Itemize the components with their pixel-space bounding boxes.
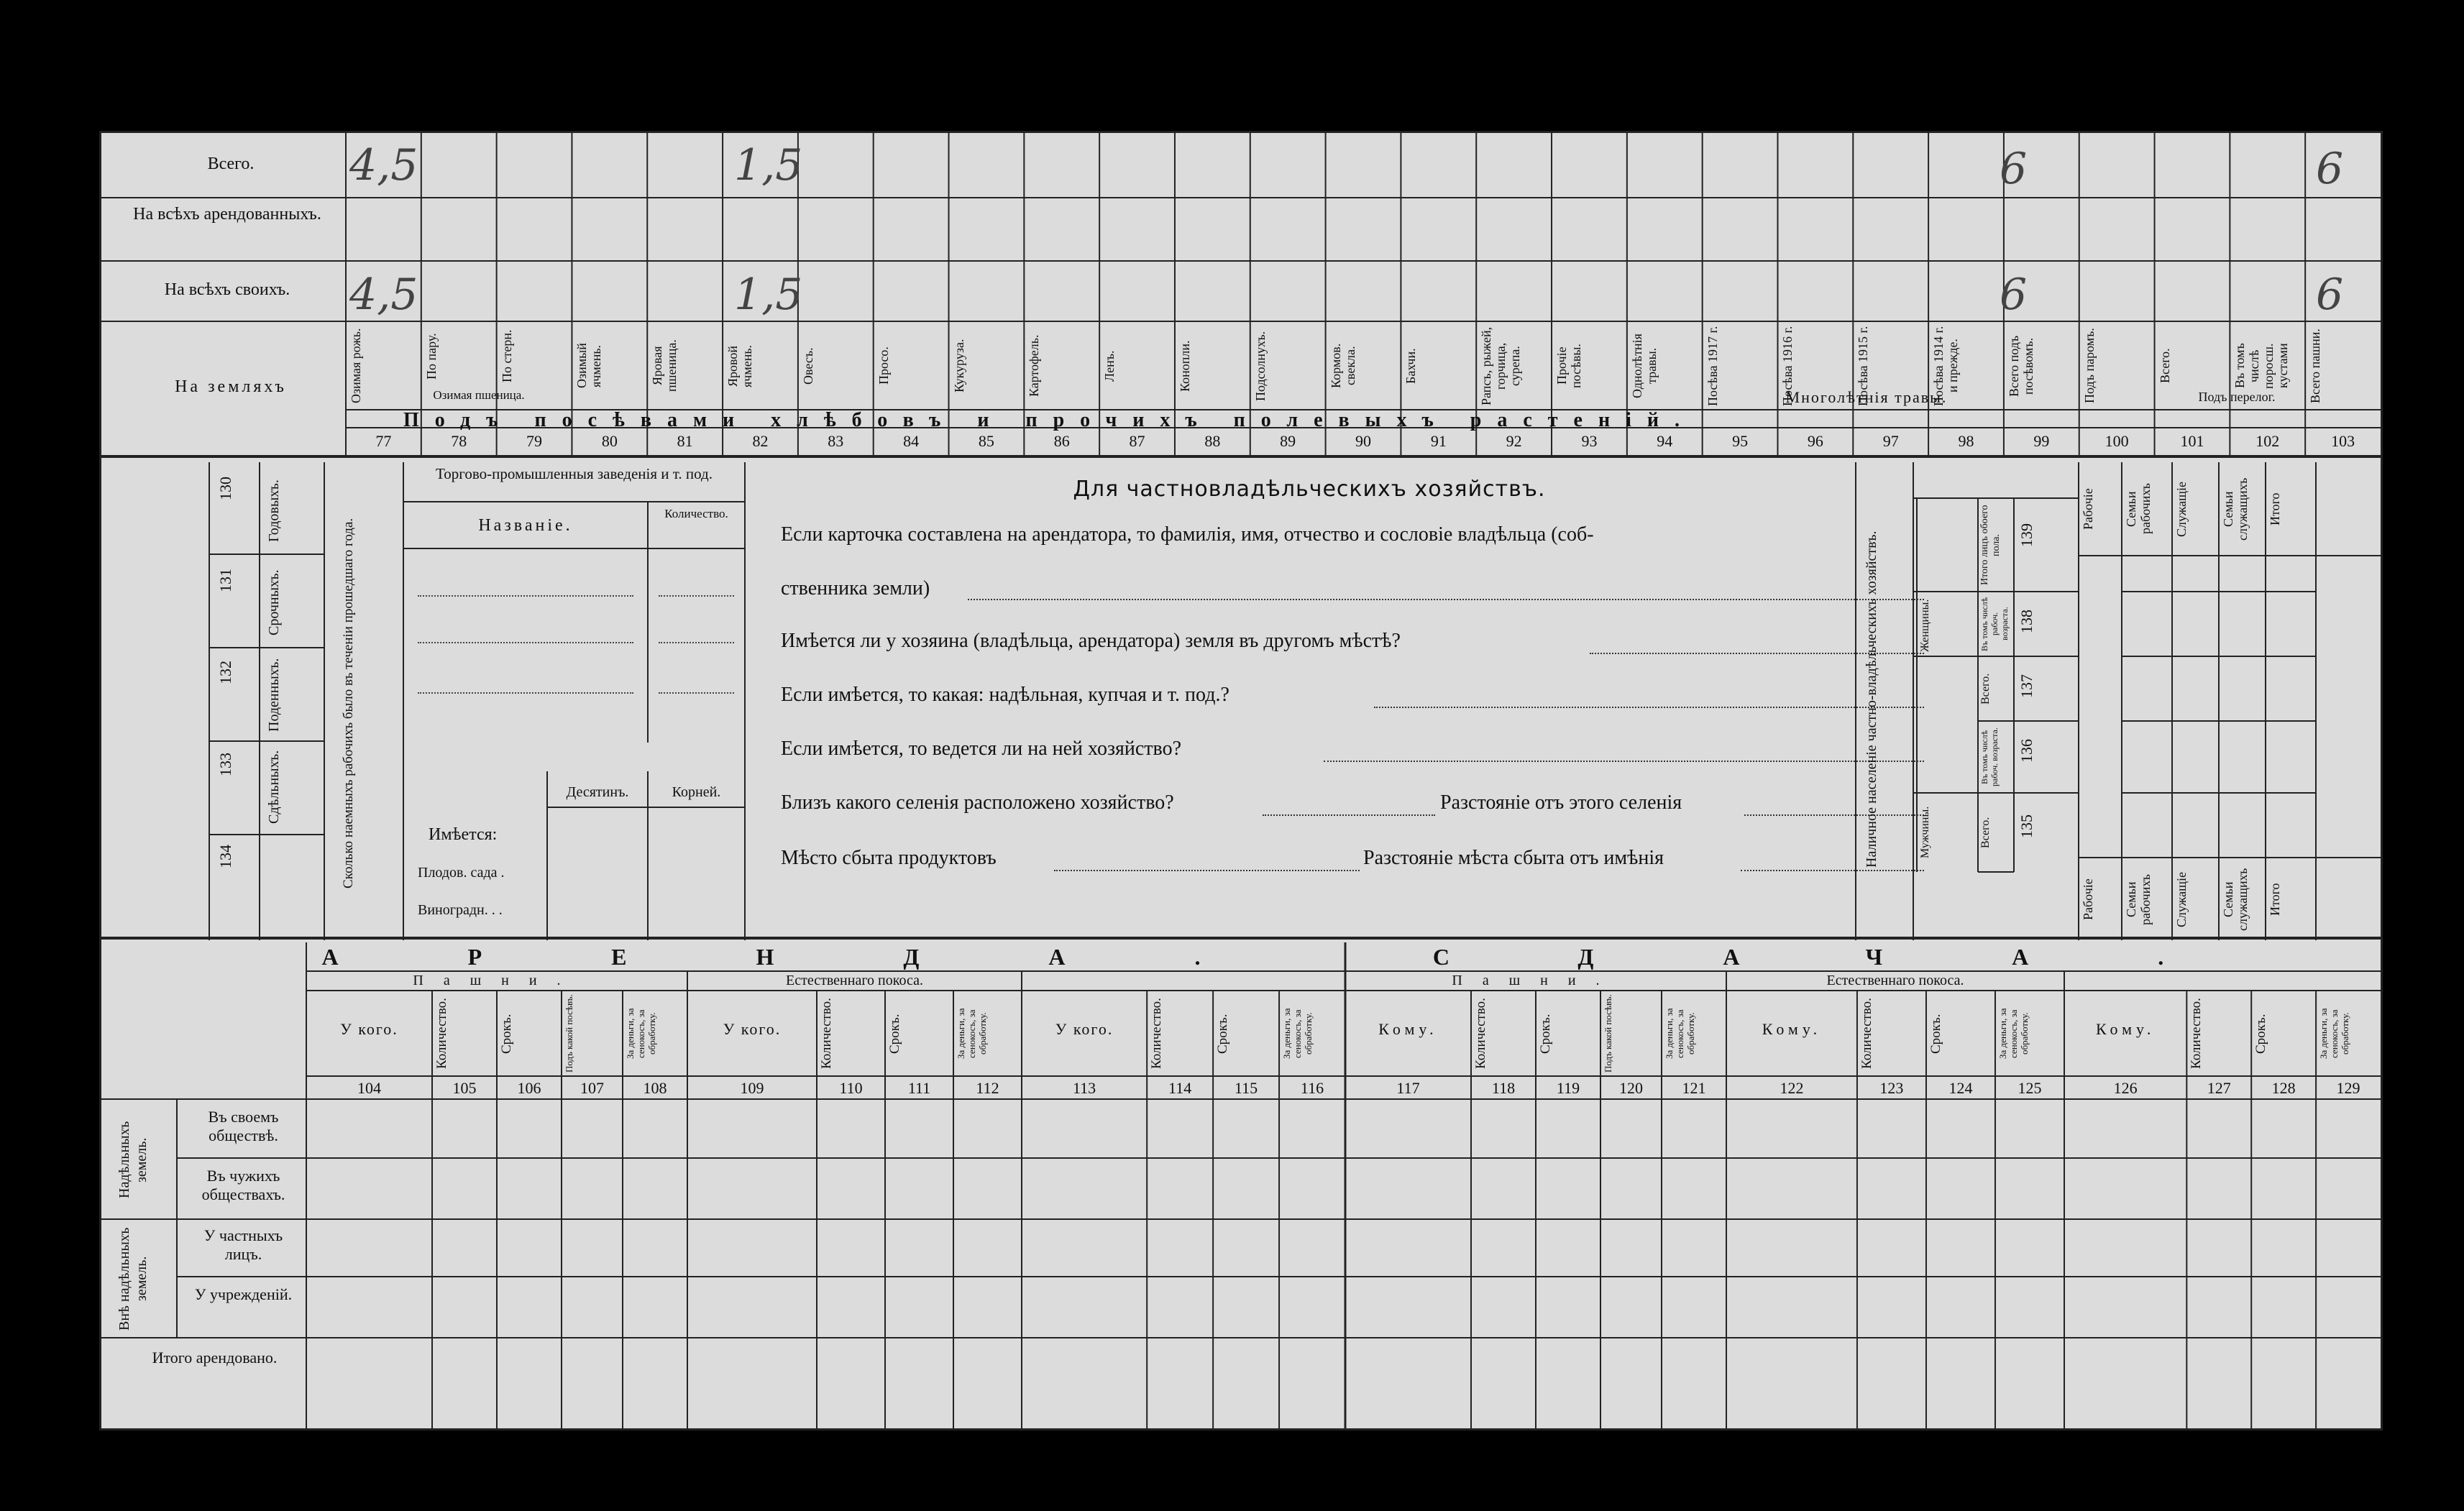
desyatin-header: Десятинъ. — [566, 784, 629, 800]
vinograd-label: Виноградн. . . — [418, 902, 503, 918]
staff-col-header: Семьи рабочихъ — [2124, 483, 2153, 535]
crop-col-header: Кукуруза. — [951, 339, 966, 393]
crop-col-header: Овесъ. — [800, 347, 815, 385]
crop-col-header: Конопли. — [1177, 340, 1192, 392]
handwritten-value: 6 — [2000, 144, 2028, 194]
handwritten-value: 6 — [2316, 270, 2344, 320]
question-6b: Разстояніе мѣста сбыта отъ имѣнія — [1363, 847, 1664, 869]
crop-col-num: 93 — [1581, 432, 1598, 450]
crop-col-num: 82 — [752, 432, 769, 450]
staff-col-header: Итого — [2268, 492, 2282, 525]
crop-col-num: 97 — [1882, 432, 1899, 450]
staff-col-header: Семьи служащихъ — [2221, 477, 2250, 541]
arenda-col-num: 113 — [1073, 1079, 1096, 1097]
crop-col-header: Однолѣтнія травы. — [1629, 334, 1659, 398]
worker-col-label: Сдѣльныхъ. — [266, 750, 282, 824]
torg-qty-header: Количество. — [664, 507, 728, 520]
arenda-col-header: Кому. — [2095, 1020, 2156, 1038]
dotline — [659, 595, 734, 597]
row-label: Въ своемъ обществѣ. — [208, 1108, 279, 1144]
answer-line[interactable] — [1324, 761, 1924, 762]
arenda-col-header: Кому. — [1762, 1020, 1822, 1038]
row-label: У учрежденій. — [194, 1285, 293, 1303]
handwritten-value: 1,5 — [734, 270, 803, 320]
handwritten-value: 6 — [2000, 270, 2028, 320]
row-label: Въ чужихъ обществахъ. — [201, 1167, 285, 1203]
arenda-col-header: Количество. — [2189, 998, 2204, 1070]
crop-col-num: 84 — [903, 432, 920, 450]
row-label: У частныхъ лицъ. — [203, 1226, 283, 1263]
arenda-col-num: 111 — [907, 1079, 931, 1097]
row-label-vsego: Всего. — [207, 155, 255, 173]
worker-col-label: Срочныхъ. — [266, 569, 282, 636]
crop-col-header: Всего. — [2157, 348, 2172, 384]
crop-table-section — [101, 133, 2381, 460]
dotline — [659, 642, 734, 643]
worker-col-num: 133 — [216, 753, 234, 776]
sad-label: Плодов. сада . — [418, 865, 505, 881]
arenda-col-num: 112 — [976, 1079, 999, 1097]
arenda-col-header: Количество. — [1859, 998, 1874, 1070]
dotline — [659, 692, 734, 694]
sdacha-title: СДАЧА. — [1432, 944, 2294, 970]
dotline — [418, 595, 633, 597]
row-label-na-zemlyakh: На земляхъ — [175, 377, 287, 396]
arenda-col-num: 108 — [643, 1079, 667, 1097]
worker-col-num: 132 — [216, 661, 234, 684]
handwritten-value: 1,5 — [734, 140, 803, 190]
census-card — [99, 131, 2383, 1430]
question-4: Если имѣется, то ведется ли на ней хозяйство? — [781, 738, 1181, 760]
arenda-col-header: У кого. — [723, 1020, 782, 1038]
arenda-col-header: За деньги, за сенокосъ, за обработку. — [625, 1008, 657, 1060]
answer-line[interactable] — [1374, 707, 1924, 708]
vne-nadelnyh-label: Внѣ надѣльныхъ земель. — [116, 1227, 150, 1331]
mnogoletnie-label: Многолѣтнія травы. — [1785, 388, 1948, 406]
form-title: Для частновладѣльческихъ хозяйствъ. — [1073, 477, 1546, 502]
torg-name-header: Названіе. — [478, 516, 573, 535]
question-5a: Близъ какого селенія расположено хозяйство? — [781, 791, 1174, 814]
crop-col-num: 90 — [1355, 432, 1371, 450]
col-num: 137 — [2018, 674, 2035, 698]
arenda-col-num: 127 — [2207, 1079, 2231, 1097]
arenda-col-header: Кому. — [1378, 1020, 1438, 1038]
arenda-sdacha-section — [101, 942, 2381, 1428]
v-tom-chisle-label: Въ томъ числѣ рабоч. возраста. — [1979, 597, 2010, 651]
col-num: 136 — [2018, 739, 2035, 763]
arenda-col-num: 118 — [1491, 1079, 1516, 1097]
arenda-col-num: 119 — [1556, 1079, 1580, 1097]
arenda-col-num: 129 — [2336, 1079, 2360, 1097]
middle-section — [101, 462, 2381, 940]
crop-col-header: Прочіе посѣвы. — [1554, 344, 1584, 388]
handwritten-value: 6 — [2316, 144, 2344, 194]
worker-col-num: 130 — [216, 477, 234, 500]
arenda-col-header: Срокъ. — [2253, 1014, 2269, 1054]
crop-col-header: Подсолнухъ. — [1252, 331, 1268, 401]
arenda-col-header: У кого. — [1055, 1020, 1114, 1038]
pashni-subheader: Пашни. — [413, 973, 581, 988]
crop-col-num: 92 — [1506, 432, 1522, 450]
crop-col-header: Яровой ячмень. — [725, 344, 755, 387]
handwritten-value: 4,5 — [349, 140, 418, 190]
nadelnyh-label: Надѣльныхъ земель. — [116, 1121, 150, 1199]
crop-col-header: Бахчи. — [1403, 348, 1419, 384]
itogo-obeih-label: Итого лицъ обоего пола. — [1979, 505, 2002, 585]
arenda-col-num: 123 — [1879, 1079, 1904, 1097]
question-5b: Разстояніе отъ этого селенія — [1440, 791, 1682, 814]
itogo-arendovano-label: Итого арендовано. — [152, 1349, 278, 1367]
crop-col-num: 87 — [1129, 432, 1145, 450]
arenda-col-num: 105 — [452, 1079, 477, 1097]
crop-col-num: 85 — [978, 432, 994, 450]
arenda-col-num: 125 — [2018, 1079, 2042, 1097]
arenda-col-header: Количество. — [1149, 998, 1165, 1070]
banner-pod-posevami: Подъ посѣвами хлѣбовъ и прочихъ полевыхъ растеній. — [403, 409, 1696, 431]
arenda-col-num: 104 — [357, 1079, 381, 1097]
nalichnoe-label: Наличное населеніе частно-владѣльческихъ хозяйствъ. — [1864, 531, 1879, 868]
worker-col-num: 134 — [216, 845, 234, 868]
arenda-col-num: 120 — [1619, 1079, 1643, 1097]
crop-col-num: 79 — [526, 432, 543, 450]
crop-col-header: По пару. — [423, 333, 439, 380]
arenda-col-num: 114 — [1168, 1079, 1192, 1097]
arenda-col-num: 128 — [2271, 1079, 2296, 1097]
crop-col-num: 98 — [1958, 432, 1974, 450]
arenda-col-header: За деньги, за сенокосъ, за обработку. — [1997, 1008, 2030, 1060]
crop-col-header: Посѣва 1916 г. — [1780, 326, 1795, 406]
dotline — [418, 692, 633, 694]
arenda-col-num: 122 — [1780, 1079, 1804, 1097]
crop-col-num: 95 — [1732, 432, 1749, 450]
crop-col-header: Картофель. — [1027, 334, 1042, 398]
crop-col-header: Кормов. свекла. — [1328, 343, 1357, 389]
arenda-col-header: За деньги, за сенокосъ, за обработку. — [1664, 1008, 1696, 1060]
crop-col-num: 99 — [2033, 432, 2050, 450]
crop-col-num: 102 — [2255, 432, 2280, 450]
crop-col-num: 94 — [1657, 432, 1673, 450]
vsego-label: Всего. — [1979, 817, 1992, 848]
v-tom-chisle-label: Въ томъ числѣ рабоч. возраста. — [1979, 727, 2000, 786]
pod-perelog-label: Подъ перелог. — [2198, 390, 2276, 404]
arenda-col-num: 107 — [580, 1079, 604, 1097]
answer-line[interactable] — [968, 599, 1924, 600]
arenda-col-num: 109 — [740, 1079, 764, 1097]
crop-col-num: 78 — [451, 432, 467, 450]
arenda-col-header: За деньги, за сенокосъ, за обработку. — [956, 1008, 988, 1060]
col-num: 135 — [2018, 814, 2035, 838]
crop-col-header: Въ томъ числѣ поросш. кустами — [2232, 343, 2291, 389]
arenda-col-header: Количество. — [1473, 998, 1488, 1070]
arenda-col-num: 126 — [2113, 1079, 2138, 1097]
arenda-col-header: За деньги, за сенокосъ, за обработку. — [1281, 1008, 1314, 1060]
crop-col-num: 81 — [677, 432, 693, 450]
arenda-col-header: За деньги, за сенокосъ, за обработку. — [2318, 1008, 2351, 1060]
arenda-col-header: Количество. — [819, 998, 834, 1070]
question-2: Имѣется ли у хозяина (владѣльца, арендатора) земля въ другомъ мѣстѣ? — [781, 630, 1401, 652]
arenda-col-header: Срокъ. — [499, 1014, 514, 1054]
crop-col-num: 91 — [1430, 432, 1447, 450]
pokosa-subheader: Естественнаго покоса. — [1826, 973, 1964, 988]
crop-col-header: Озимый ячмень. — [574, 343, 604, 389]
arenda-col-header: Количество. — [434, 998, 449, 1070]
pashni-subheader: Пашни. — [1452, 973, 1620, 988]
arenda-col-header: Срокъ. — [1215, 1014, 1231, 1054]
crop-col-header: Ленъ. — [1102, 350, 1117, 382]
crop-col-header: Посѣва 1915 г. — [1856, 326, 1871, 406]
arenda-col-header: Срокъ. — [1538, 1014, 1553, 1054]
crop-col-header: Яровая пшеница. — [650, 339, 679, 392]
crop-col-num: 77 — [375, 432, 392, 450]
answer-line[interactable] — [1263, 814, 1435, 816]
question-1b: ственника земли) — [781, 577, 930, 600]
crop-col-num: 86 — [1053, 432, 1070, 450]
crop-col-header: Всего пашни. — [2308, 329, 2323, 403]
worker-col-label: Годовыхъ. — [266, 479, 282, 542]
crop-col-num: 80 — [601, 432, 618, 450]
col-num: 139 — [2018, 523, 2035, 547]
crop-col-num: 89 — [1280, 432, 1296, 450]
crop-col-header: Просо. — [876, 346, 891, 385]
crop-col-header: Озимая рожь. — [349, 328, 363, 404]
crop-col-num: 83 — [828, 432, 844, 450]
muzhchiny-label: Мужчины. — [1919, 806, 1931, 859]
staff-col-header: Семьи служащихъ — [2221, 868, 2250, 932]
crop-col-header: Рапсъ, рыжей, горчица, сурепа. — [1479, 326, 1523, 405]
row-label-svoikh: На всѣхъ своихъ. — [164, 280, 290, 299]
arenda-col-num: 121 — [1682, 1079, 1706, 1097]
col-num: 138 — [2018, 610, 2035, 633]
crop-col-num: 101 — [2180, 432, 2204, 450]
arenda-col-num: 116 — [1300, 1079, 1324, 1097]
question-3: Если имѣется, то какая: надѣльная, купчая и т. под.? — [781, 684, 1229, 706]
worker-col-label: Поденныхъ. — [266, 658, 282, 732]
crop-col-num: 96 — [1807, 432, 1823, 450]
korney-header: Корней. — [672, 784, 721, 800]
crop-col-header: Подъ паромъ. — [2081, 328, 2097, 404]
staff-col-header: Служащіе — [2174, 871, 2189, 928]
question-1a: Если карточка составлена на арендатора, то фамилія, имя, отчество и сословіе владѣльца (соб- — [781, 523, 1594, 546]
staff-col-header: Семьи рабочихъ — [2124, 874, 2153, 925]
crop-col-header: Всего подъ посѣвомъ. — [2006, 335, 2035, 397]
crop-col-num: 88 — [1204, 432, 1221, 450]
crop-col-num: 103 — [2331, 432, 2355, 450]
staff-col-header: Рабочіе — [2081, 488, 2095, 530]
question-6a: Мѣсто сбыта продуктовъ — [781, 847, 997, 869]
arenda-title: АРЕНДА. — [321, 944, 1330, 970]
arenda-col-header: Подъ какой посѣвъ. — [1603, 994, 1613, 1073]
ozimaya-pshenitsa-label: Озимая пшеница. — [433, 388, 525, 402]
handwritten-value: 4,5 — [349, 270, 418, 320]
arenda-col-num: 117 — [1396, 1079, 1420, 1097]
arenda-col-num: 106 — [517, 1079, 541, 1097]
skolko-naemnyh-label: Сколько наемныхъ рабочихъ было въ теченіи прошедшаго года. — [341, 518, 356, 888]
torg-title: Торгово-промышленныя заведенія и т. под. — [436, 465, 713, 482]
pokosa-subheader: Естественнаго покоса. — [786, 973, 923, 988]
staff-col-header: Рабочіе — [2081, 878, 2095, 921]
vsego-label: Всего. — [1979, 673, 1992, 704]
crop-col-num: 100 — [2105, 432, 2129, 450]
arenda-col-header: У кого. — [340, 1020, 398, 1038]
arenda-col-header: Подъ какой посѣвъ. — [564, 994, 574, 1073]
arenda-col-header: Срокъ. — [887, 1014, 902, 1054]
arenda-col-num: 124 — [1948, 1079, 1973, 1097]
zhenshchiny-label: Женщины. — [1919, 599, 1931, 653]
staff-col-header: Итого — [2268, 883, 2282, 917]
crop-col-header: По стерн. — [499, 329, 514, 383]
staff-col-header: Служащіе — [2174, 481, 2189, 537]
worker-col-num: 131 — [216, 569, 234, 592]
worker-col-label — [265, 841, 319, 917]
arenda-col-num: 115 — [1234, 1079, 1258, 1097]
dotline — [418, 642, 633, 643]
imeetsya-label: Имѣется: — [429, 825, 498, 844]
arenda-col-header: Срокъ. — [1928, 1014, 1943, 1054]
crop-col-header: Посѣва 1914 г. и прежде. — [1931, 326, 1961, 406]
answer-line[interactable] — [1054, 870, 1360, 871]
crop-col-header: Посѣва 1917 г. — [1705, 326, 1720, 406]
row-label-arendovannyh: На всѣхъ арендованныхъ. — [133, 205, 321, 224]
arenda-col-num: 110 — [839, 1079, 863, 1097]
